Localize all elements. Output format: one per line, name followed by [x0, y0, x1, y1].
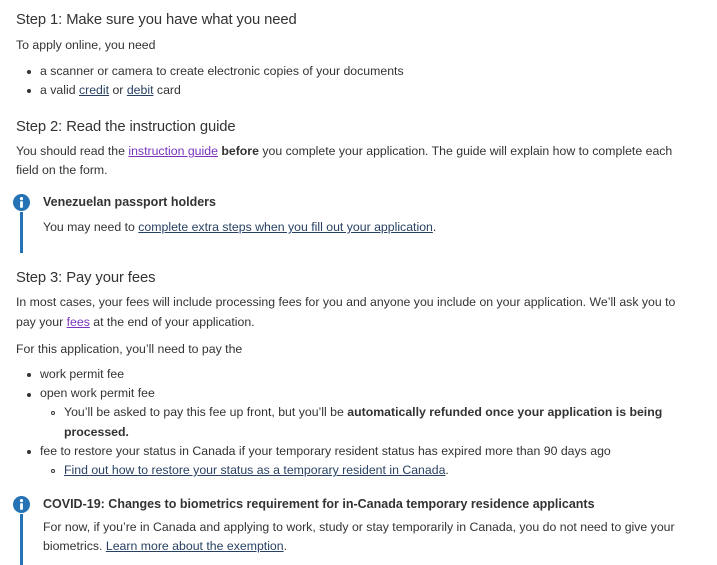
covid-line2-suffix: . [283, 539, 288, 553]
card-suffix: card [153, 83, 181, 97]
step3-para1-line1: In most cases, your fees will include processing fees for you and anyone you include on your application. We’ll ask you to [16, 295, 676, 309]
venezuelan-alert-title: Venezuelan passport holders [43, 195, 216, 209]
sub-bullet-circle [51, 411, 55, 415]
step1-bullet-scanner: a scanner or camera to create electronic copies of your documents [40, 64, 404, 78]
step3-heading: Step 3: Pay your fees [16, 270, 156, 286]
step1-bullet-card [40, 81, 181, 101]
alert-bar [20, 212, 23, 253]
bullet-dot [27, 89, 31, 93]
step2-heading: Step 2: Read the instruction guide [16, 119, 236, 135]
card-or: or [109, 83, 127, 97]
covid-alert-line2 [43, 537, 287, 557]
sub-bullet-circle [51, 469, 55, 473]
refund-bold-2: processed. [64, 425, 129, 439]
bullet-open-work-permit-fee: open work permit fee [40, 386, 155, 400]
bullet-work-permit-fee: work permit fee [40, 367, 125, 381]
bullet-dot [27, 450, 31, 454]
restore-status-link[interactable]: Find out how to restore your status as a temporary resident in Canada [64, 463, 446, 477]
sub-bullet-restore-link [64, 461, 449, 481]
bullet-restore-fee: fee to restore your status in Canada if your temporary resident status has expired more than 90 days ago [40, 444, 611, 458]
fees-link[interactable]: fees [66, 315, 90, 329]
debit-link[interactable]: debit [126, 83, 154, 97]
info-icon [13, 194, 30, 211]
step2-line1-prefix: You should read the [16, 144, 129, 158]
step1-intro: To apply online, you need [16, 38, 156, 52]
credit-link[interactable]: credit [78, 83, 110, 97]
alert-bar [20, 514, 23, 565]
covid-alert-title: COVID-19: Changes to biometrics requirement for in-Canada temporary residence applicants [43, 497, 595, 511]
step3-para1-line2 [16, 313, 255, 333]
alert-text-suffix: . [432, 220, 437, 234]
bullet-dot [27, 373, 31, 377]
restore-link-suffix: . [445, 463, 449, 477]
covid-alert-line1: For now, if you’re in Canada and applying to work, study or stay temporarily in Canada, you do not need to give your [43, 520, 675, 534]
step2-line1-rest: you complete your application. The guide will explain how to complete each [258, 144, 673, 158]
step2-line2: field on the form. [16, 163, 108, 177]
refund-prefix: You’ll be asked to pay this fee up front, but you’ll be [64, 405, 348, 419]
bullet-dot [27, 70, 31, 74]
refund-bold-1: automatically refunded once your application is being [347, 405, 663, 419]
complete-extra-steps-link[interactable]: complete extra steps when you fill out your application [138, 220, 433, 234]
venezuelan-alert-text [43, 218, 436, 238]
alert-text-prefix: You may need to [43, 220, 139, 234]
learn-more-exemption-link[interactable]: Learn more about the exemption [105, 539, 284, 553]
step2-line1 [16, 142, 672, 162]
step2-bold-before: before [221, 144, 259, 158]
bullet-dot [27, 393, 31, 397]
card-prefix: a valid [40, 83, 79, 97]
para1-line2-suffix: at the end of your application. [89, 315, 255, 329]
instruction-guide-link[interactable]: instruction guide [128, 144, 218, 158]
para1-line2-prefix: pay your [16, 315, 67, 329]
sub-bullet-refund-line1 [64, 403, 662, 423]
step1-heading: Step 1: Make sure you have what you need [16, 12, 297, 28]
info-icon [13, 496, 30, 513]
sub-bullet-refund-line2 [64, 423, 129, 443]
covid-line2-prefix: biometrics. [43, 539, 106, 553]
step3-para2: For this application, you’ll need to pay the [16, 342, 243, 356]
